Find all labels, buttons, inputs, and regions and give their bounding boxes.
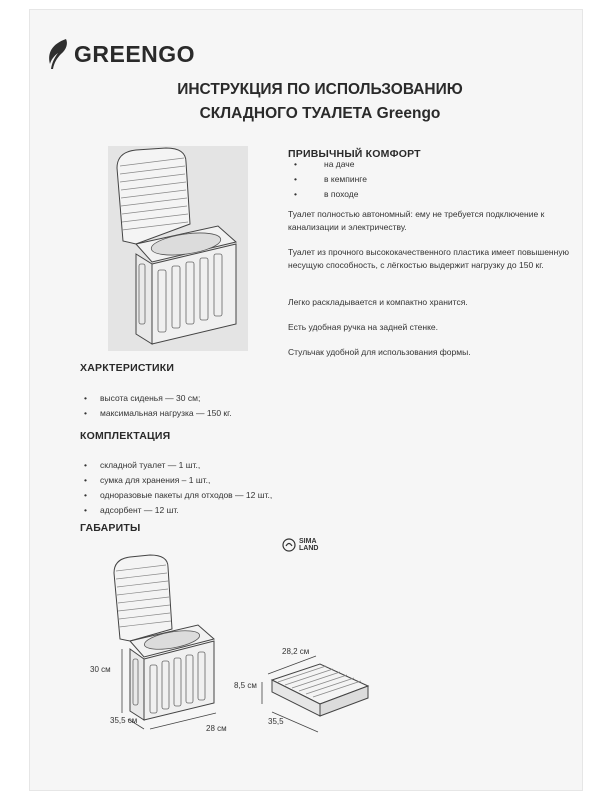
page-title	[0, 78, 600, 126]
brand-name: GREENGO	[74, 40, 196, 67]
comfort-heading: ПРИВЫЧНЫЙ КОМФОРТ	[288, 148, 421, 160]
specs-heading: ХАРКТЕРИСТИКИ	[80, 362, 175, 374]
watermark-line-1: SIMA	[299, 538, 317, 545]
toilet-dimension-drawing	[110, 555, 230, 730]
dimensions-heading: ГАБАРИТЫ	[80, 522, 141, 534]
leaf-icon	[46, 38, 70, 70]
kit-list	[80, 458, 272, 518]
description-paragraph: Туалет из прочного высококачественного пластика имеет повышенную несущую способность, с лёгкостью выдержит нагрузку до 150 кг.	[288, 247, 569, 270]
list-item: • высота сиденья — 30 см;	[84, 393, 201, 403]
list-item: • максимальная нагрузка — 150 кг.	[84, 408, 232, 418]
description-paragraph: Стульчак удобной для использования формы.	[288, 347, 471, 357]
list-item: • в кемпинге	[294, 174, 367, 184]
list-item: • на даче	[294, 159, 355, 169]
width-label: 35,5 см	[110, 716, 138, 725]
list-item: • адсорбент — 12 шт.	[84, 505, 179, 515]
title-line-1: ИНСТРУКЦИЯ ПО ИСПОЛЬЗОВАНИЮ	[177, 81, 463, 98]
watermark-line-2: LAND	[299, 545, 319, 552]
folded-height-label: 8,5 см	[234, 681, 257, 690]
comfort-list	[290, 157, 367, 202]
depth-label: 28 см	[206, 724, 227, 733]
list-item: • в походе	[294, 189, 359, 199]
brand-logo	[46, 38, 195, 70]
folded-width-label: 35,5	[268, 717, 284, 726]
list-item: • сумка для хранения – 1 шт.,	[84, 475, 211, 485]
kit-heading: КОМПЛЕКТАЦИЯ	[80, 430, 171, 442]
list-item: • одноразовые пакеты для отходов — 12 шт.,	[84, 490, 273, 500]
title-line-2: СКЛАДНОГО ТУАЛЕТА Greengo	[199, 105, 441, 122]
list-item: • складной туалет — 1 шт.,	[84, 460, 201, 470]
sima-land-watermark	[282, 538, 318, 552]
height-label: 30 см	[90, 665, 111, 674]
folded-depth-label: 28,2 см	[282, 647, 310, 656]
description-paragraph: Легко раскладывается и компактно хранится.	[288, 297, 468, 307]
toilet-open-illustration	[108, 146, 248, 351]
description-paragraph: Есть удобная ручка на задней стенке.	[288, 322, 438, 332]
specs-list	[80, 391, 232, 421]
sima-land-icon	[282, 538, 296, 552]
description-paragraph: Туалет полностью автономный: ему не требуется подключение к канализации и электричеству.	[288, 209, 545, 232]
